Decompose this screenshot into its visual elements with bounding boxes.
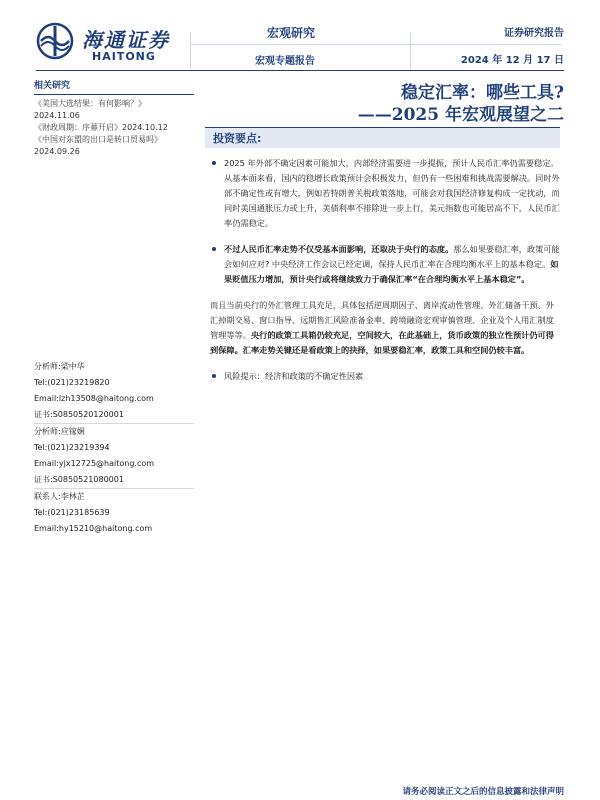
analyst-email[interactable]: Email:hy15210@haitong.com (34, 524, 153, 533)
header-divider (190, 44, 562, 45)
bullet-paragraph (210, 242, 560, 287)
paragraph-text: 而且当前央行的外汇管理工具充足，具体包括逆周期因子、离岸流动性管理、外汇储备干预、外汇掉期交易、窗口指导、远期售汇风险准备金率、跨境融资宏观审慎管理、企业及个人用汇制度管理等等。 (210, 300, 554, 340)
related-item-date: 2024.09.26 (34, 147, 80, 156)
investment-highlights-header (205, 127, 560, 148)
haitong-logo-icon (36, 22, 74, 60)
related-item-title: 《财政周期：序幕开启》2024.10.12 (34, 123, 168, 132)
paragraph (210, 298, 560, 358)
paragraph-bold-text: 如果贬值压力增加，预计央行或将继续致力于确保汇率“在合理均衡水平上基本稳定”。 (224, 259, 559, 284)
risk-warning: 风险提示：经济和政策的不确定性因素 (224, 371, 364, 381)
header-divider (190, 32, 191, 70)
report-body (210, 156, 560, 395)
bullet-icon (212, 247, 216, 251)
related-item-title: 《美国大选结果：有何影响？》 (34, 99, 146, 108)
investment-highlights-label: 投资要点: (213, 132, 262, 145)
analyst-card (34, 489, 194, 537)
related-research (34, 80, 194, 158)
analyst-name: 联系人:李林芷 (34, 492, 85, 501)
header-divider (410, 32, 411, 70)
related-item[interactable] (34, 122, 194, 134)
report-subtitle: ——2025 年宏观展望之二 (357, 105, 564, 125)
disclaimer-footer: 请务必阅读正文之后的信息披露和法律声明 (402, 787, 564, 797)
analyst-email[interactable]: Email:yjx12725@haitong.com (34, 459, 155, 468)
paragraph-bold-text: 央行的政策工具箱仍较充足，空间较大，在此基础上，货币政策的独立性预计仍可得到保障。汇率走势关键还是看政策上的抉择，如果要稳汇率，政策工具和空间仍较丰富。 (210, 330, 554, 355)
report-subcategory: 宏观专题报告 (255, 56, 315, 67)
analyst-tel: Tel:(021)23185639 (34, 508, 110, 517)
header-rule (36, 70, 564, 71)
paragraph-bold-text: 不过人民币汇率走势不仅受基本面影响，还取决于央行的态度。 (224, 244, 454, 254)
logo-chinese-text: 海通证券 (82, 28, 170, 52)
bullet-icon (212, 161, 216, 165)
analyst-cert: 证书:S0850521080001 (34, 475, 124, 484)
related-item[interactable] (34, 98, 194, 122)
paragraph-text: 那么如果要稳汇率，政策可能会如何应对? 中央经济工作会议已经定调，保持人民币汇率在合理均衡水平上的基本稳定。 (224, 244, 560, 269)
analyst-list (34, 359, 194, 537)
related-item[interactable] (34, 134, 194, 158)
bullet-paragraph (210, 156, 560, 231)
logo-english-text: HAITONG (92, 50, 156, 63)
analyst-card (34, 424, 194, 489)
analyst-tel: Tel:(021)23219394 (34, 443, 110, 452)
analyst-name: 分析师:梁中华 (34, 362, 85, 371)
analyst-card (34, 359, 194, 424)
report-date: 2024 年 12 月 17 日 (460, 55, 564, 66)
bullet-paragraph (210, 369, 560, 384)
analyst-cert: 证书:S0850520120001 (34, 410, 124, 419)
report-type: 证券研究报告 (504, 28, 564, 39)
bullet-icon (212, 374, 216, 378)
related-item-title: 《中国对东盟的出口是转口贸易吗》 (34, 135, 162, 144)
analyst-name: 分析师:应镓娴 (34, 427, 85, 436)
report-title: 稳定汇率：哪些工具? (401, 83, 564, 103)
analyst-tel: Tel:(021)23219820 (34, 378, 110, 387)
paragraph-text: 2025 年外部不确定因素可能加大，内部经济需要进一步提振，预计人民币汇率仍需要稳定。从基本面来看，国内的稳增长政策预计会积极发力，但仍有一些困难和挑战需要解决。同时外部不确定性或有增大，例如若特朗普关税政策落地，可能会对我国经济修复构成一定扰动，而同时美国通胀压力或上升，美债利率不排除进一步上行，美元指数也可能居高不下，人民币汇率仍需稳定。 (224, 158, 560, 228)
related-research-title: 相关研究 (34, 80, 194, 95)
analyst-email[interactable]: Email:lzh13508@haitong.com (34, 394, 154, 403)
haitong-logo (36, 22, 181, 68)
related-item-date: 2024.11.06 (34, 111, 80, 120)
report-category: 宏观研究 (267, 26, 316, 40)
